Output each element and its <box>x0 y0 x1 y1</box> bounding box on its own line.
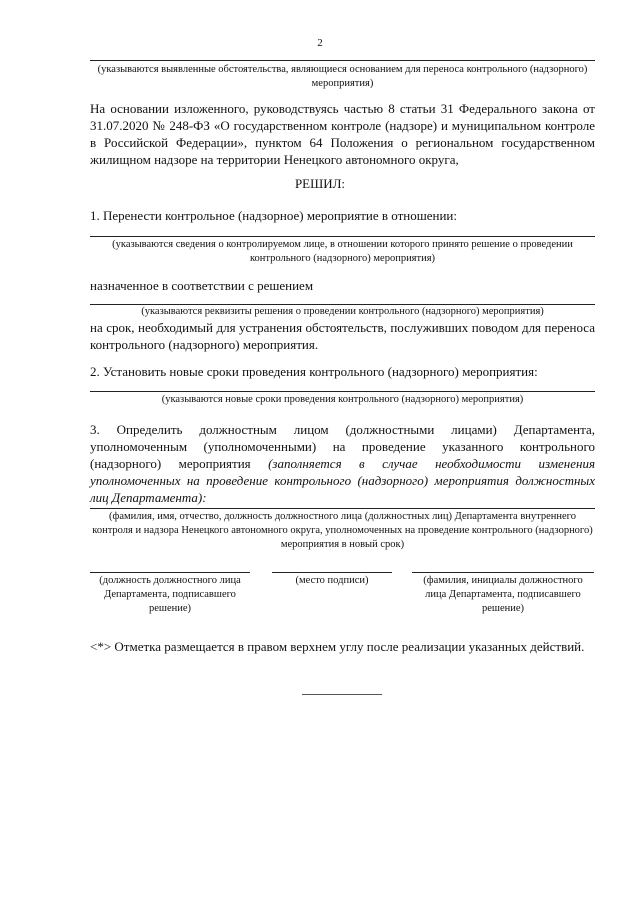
sign-place-caption: (место подписи) <box>295 575 369 586</box>
term-text: на срок, необходимый для устранения обстоятельств, послуживших поводом для переноса контрольного (надзорного) мероприятия. <box>90 320 595 352</box>
basis-paragraph: На основании изложенного, руководствуясь частью 8 статьи 31 Федерального закона от 31.07.2020 № 248-ФЗ «О государственном контроле (надзоре) и муниципальном контроле в Российской Федерации», пунктом 64 Положения о региональном государственном жилищном надзоре на территории Ненецкого автономного округа, <box>90 101 595 167</box>
end-divider <box>302 694 382 695</box>
circumstances-caption: (указываются выявленные обстоятельства, являющиеся основанием для переноса контрольного (надзорного) мероприятия) <box>97 64 588 89</box>
item1-text: 1. Перенести контрольное (надзорное) мероприятие в отношении: <box>90 208 457 223</box>
decision-caption: (указываются реквизиты решения о проведении контрольного (надзорного) мероприятия) <box>141 306 544 317</box>
new-dates-caption: (указываются новые сроки проведения контрольного (надзорного) мероприятия) <box>161 394 524 405</box>
signature-position-line <box>90 572 250 573</box>
name-caption: (фамилия, инициалы должностного лица Департамента, подписавшего решение) <box>423 575 583 614</box>
item3-text: 3. Определить должностным лицом (должностными лицами) Департамента, уполномоченным (уполномоченными) на проведение указанного контрольного (надзорного) мероприятия (заполняется в случае необходимости изменения уполномоченных на проведение контрольного (надзорного) мероприятия должностных лиц Департамента): <box>90 422 595 505</box>
decided-heading: РЕШИЛ: <box>294 176 346 191</box>
position-caption: (должность должностного лица Департамента, подписавшего решение) <box>99 575 241 614</box>
divider-line <box>90 60 595 61</box>
page-number: 2 <box>317 37 323 49</box>
item2-text: 2. Установить новые сроки проведения контрольного (надзорного) мероприятия: <box>90 364 538 379</box>
controlled-person-caption: (указываются сведения о контролируемом лице, в отношении которого принято решение о проведении контрольного (надзорного) мероприятия) <box>112 239 573 264</box>
signature-name-line <box>412 572 594 573</box>
fill-line-controlled-person <box>90 236 595 237</box>
signature-place-line <box>272 572 392 573</box>
fill-line-officials <box>90 508 595 509</box>
assigned-text: назначенное в соответствии с решением <box>90 278 314 293</box>
officials-caption: (фамилия, имя, отчество, должность должностного лица (должностных лиц) Департамента внутреннего контроля и надзора Ненецкого автономного округа, уполномоченных на проведение контрольного (надзорного) мероприятия в новый срок) <box>92 511 593 550</box>
note-text: <*> Отметка размещается в правом верхнем углу после реализации указанных действий. <box>90 639 585 654</box>
fill-line-new-dates <box>90 391 595 392</box>
